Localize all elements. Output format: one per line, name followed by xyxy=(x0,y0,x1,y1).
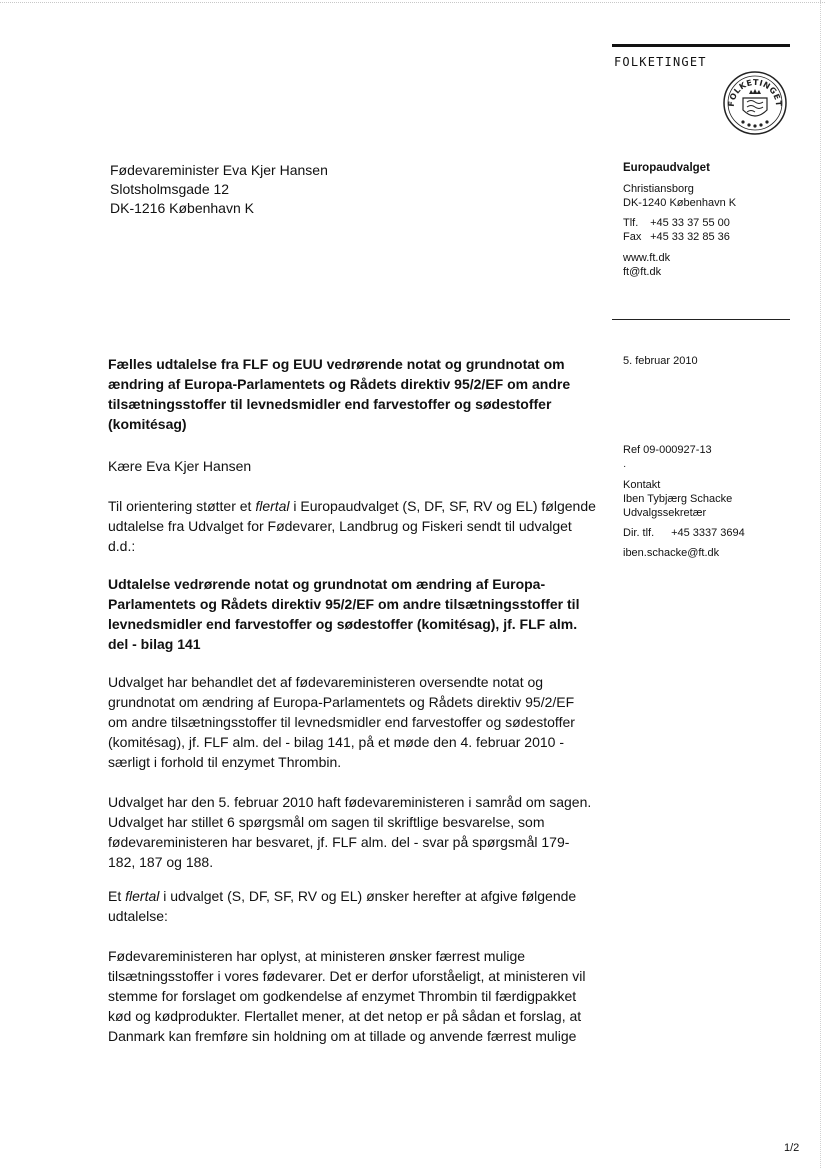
phone-fax-block xyxy=(623,216,813,244)
sidebar-rule xyxy=(612,319,790,320)
contact-name: Iben Tybjærg Schacke xyxy=(623,493,733,505)
website-link[interactable]: www.ft.dk xyxy=(623,252,671,264)
org-name: FOLKETINGET xyxy=(614,55,707,69)
stray-mark: · xyxy=(623,461,627,472)
salutation: Kære Eva Kjer Hansen xyxy=(108,458,252,474)
letter-date: 5. februar 2010 xyxy=(623,355,698,367)
direct-phone-number: +45 3337 3694 xyxy=(671,527,745,539)
contact-email[interactable]: iben.schacke@ft.dk xyxy=(623,547,720,559)
committee-address xyxy=(623,182,813,210)
emphasis-flertal: flertal xyxy=(255,498,290,514)
phone-number: +45 33 37 55 00 xyxy=(650,217,730,229)
paragraph-2: Udvalget har den 5. februar 2010 haft fødevareministeren i samråd om sagen. Udvalget har stillet 6 spørgsmål om sagen til skriftlige besvarelse, som fødevareministeren har besvaret, jf. FLF alm. del - svar på spørgsmål 179-182, 187 og 188. xyxy=(108,794,592,870)
phone-label: Tlf. xyxy=(623,217,639,229)
statement-heading: Udtalelse vedrørende notat og grundnotat om ændring af Europa-Parlamentets og Rådets direktiv 95/2/EF om andre tilsætningsstoffer til levnedsmidler end farvestoffer og sødestoffer (komitésag), jf. FLF alm. del - bilag 141 xyxy=(108,576,580,652)
recipient-address xyxy=(110,161,328,218)
scan-edge-top xyxy=(0,2,825,3)
paragraph-4: Fødevareministeren har oplyst, at ministeren ønsker færrest mulige tilsætningsstoffer i vores fødevarer. Det er derfor uforståeligt, at ministeren vil stemme for forslaget om godkendelse af enzymet Thrombin til færdigpakket kød og kødprodukter. Flertallet mener, at det netop er på sådan et forslag, at Danmark kan fremføre sin holdning om at tillade og anvende færrest mulige xyxy=(108,948,586,1044)
contact-title: Udvalgssekretær xyxy=(623,507,707,519)
header-rule xyxy=(612,44,790,47)
address-line-2: DK-1240 København K xyxy=(623,197,737,209)
contact-block xyxy=(623,478,813,560)
scan-edge-right xyxy=(820,0,821,1168)
intro-paragraph: Til orientering støtter et flertal i Europaudvalget (S, DF, SF, RV og EL) følgende udtalelse fra Udvalget for Fødevarer, Landbrug og Fiskeri sendt til udvalget d.d.: xyxy=(108,498,596,554)
recipient-street: Slotsholmsgade 12 xyxy=(110,181,230,197)
paragraph-3: Et flertal i udvalget (S, DF, SF, RV og EL) ønsker herefter at afgive følgende udtalelse: xyxy=(108,888,577,924)
contact-label: Kontakt xyxy=(623,479,661,491)
committee-name: Europaudvalget xyxy=(623,162,710,174)
recipient-city: DK-1216 København K xyxy=(110,200,254,216)
direct-phone-label: Dir. tlf. xyxy=(623,527,655,539)
fax-number: +45 33 32 85 36 xyxy=(650,231,730,243)
fax-label: Fax xyxy=(623,231,642,243)
web-email-block xyxy=(623,251,813,279)
folketinget-seal-icon xyxy=(722,70,788,136)
reference-number: Ref 09-000927-13 xyxy=(623,444,712,456)
recipient-name: Fødevareminister Eva Kjer Hansen xyxy=(110,162,328,178)
email-link[interactable]: ft@ft.dk xyxy=(623,266,662,278)
paragraph-1: Udvalget har behandlet det af fødevareministeren oversendte notat og grundnotat om ændring af Europa-Parlamentets og Rådets direktiv 95/2/EF om andre tilsætningsstoffer til levnedsmidler end farvestoffer og sødestoffer (komitésag), jf. FLF alm. del - bilag 141, på et møde den 4. februar 2010 - særligt i forhold til enzymet Thrombin. xyxy=(108,674,575,770)
svg-text:FOLKETINGET: FOLKETINGET xyxy=(726,77,784,108)
address-line-1: Christiansborg xyxy=(623,183,694,195)
document-title: Fælles udtalelse fra FLF og EUU vedrørende notat og grundnotat om ændring af Europa-Parlamentets og Rådets direktiv 95/2/EF om andre tilsætningsstoffer til levnedsmidler end farvestoffer og sødestoffer (komitésag) xyxy=(108,356,571,432)
emphasis-flertal-2: flertal xyxy=(125,888,160,904)
page-number: 1/2 xyxy=(784,1142,800,1154)
